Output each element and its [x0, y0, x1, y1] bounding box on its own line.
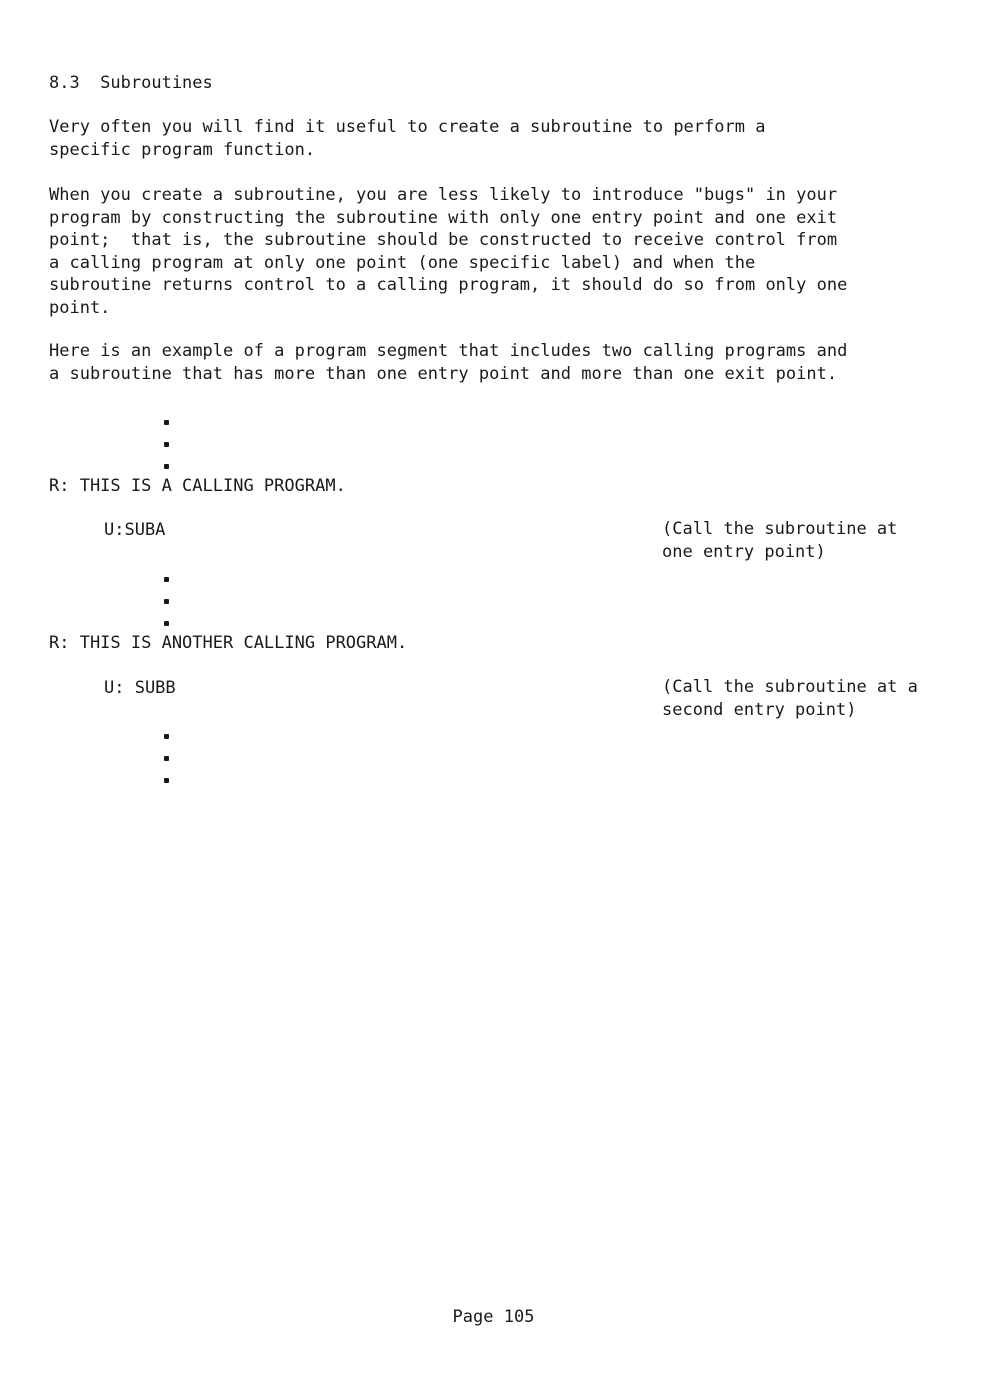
code-remark-another-calling-program: R: THIS IS ANOTHER CALLING PROGRAM. [49, 633, 408, 653]
paragraph-line: specific program function. [49, 139, 316, 160]
paragraph-intro [49, 116, 949, 161]
paragraph-example-intro [49, 340, 949, 385]
ellipsis-dot [164, 621, 169, 626]
paragraph-line: subroutine returns control to a calling program, it should do so from only one [49, 275, 848, 295]
ellipsis-dot [164, 778, 169, 783]
paragraph-entry-exit [49, 184, 949, 319]
paragraph-line: a calling program at only one point (one specific label) and when the [49, 252, 756, 273]
ellipsis-dot [164, 599, 169, 604]
comment-line: second entry point) [662, 699, 857, 720]
paragraph-line: Very often you will find it useful to create a subroutine to perform a [49, 117, 766, 137]
ellipsis-dot [164, 756, 169, 761]
code-use-suba: U:SUBA [104, 520, 166, 540]
code-comment-entry-1 [662, 518, 897, 563]
section-heading: 8.3 Subroutines [49, 73, 213, 93]
paragraph-line: a subroutine that has more than one entry point and more than one exit point. [49, 363, 838, 384]
paragraph-line: point. [49, 297, 111, 318]
ellipsis-dot [164, 577, 169, 582]
ellipsis-dot [164, 442, 169, 447]
paragraph-line: program by constructing the subroutine with only one entry point and one exit [49, 207, 838, 228]
ellipsis-dot [164, 734, 169, 739]
page-number: Page 105 [452, 1307, 535, 1327]
comment-line: (Call the subroutine at [662, 519, 898, 539]
code-comment-entry-2 [662, 676, 918, 721]
ellipsis-dot [164, 464, 169, 469]
comment-line: one entry point) [662, 541, 826, 562]
ellipsis-dot [164, 420, 169, 425]
comment-line: (Call the subroutine at a [662, 677, 918, 697]
paragraph-line: Here is an example of a program segment that includes two calling programs and [49, 341, 848, 361]
paragraph-line: point; that is, the subroutine should be constructed to receive control from [49, 230, 838, 250]
code-use-subb: U: SUBB [104, 678, 176, 698]
code-remark-calling-program: R: THIS IS A CALLING PROGRAM. [49, 476, 346, 496]
paragraph-line: When you create a subroutine, you are less likely to introduce "bugs" in your [49, 185, 838, 205]
